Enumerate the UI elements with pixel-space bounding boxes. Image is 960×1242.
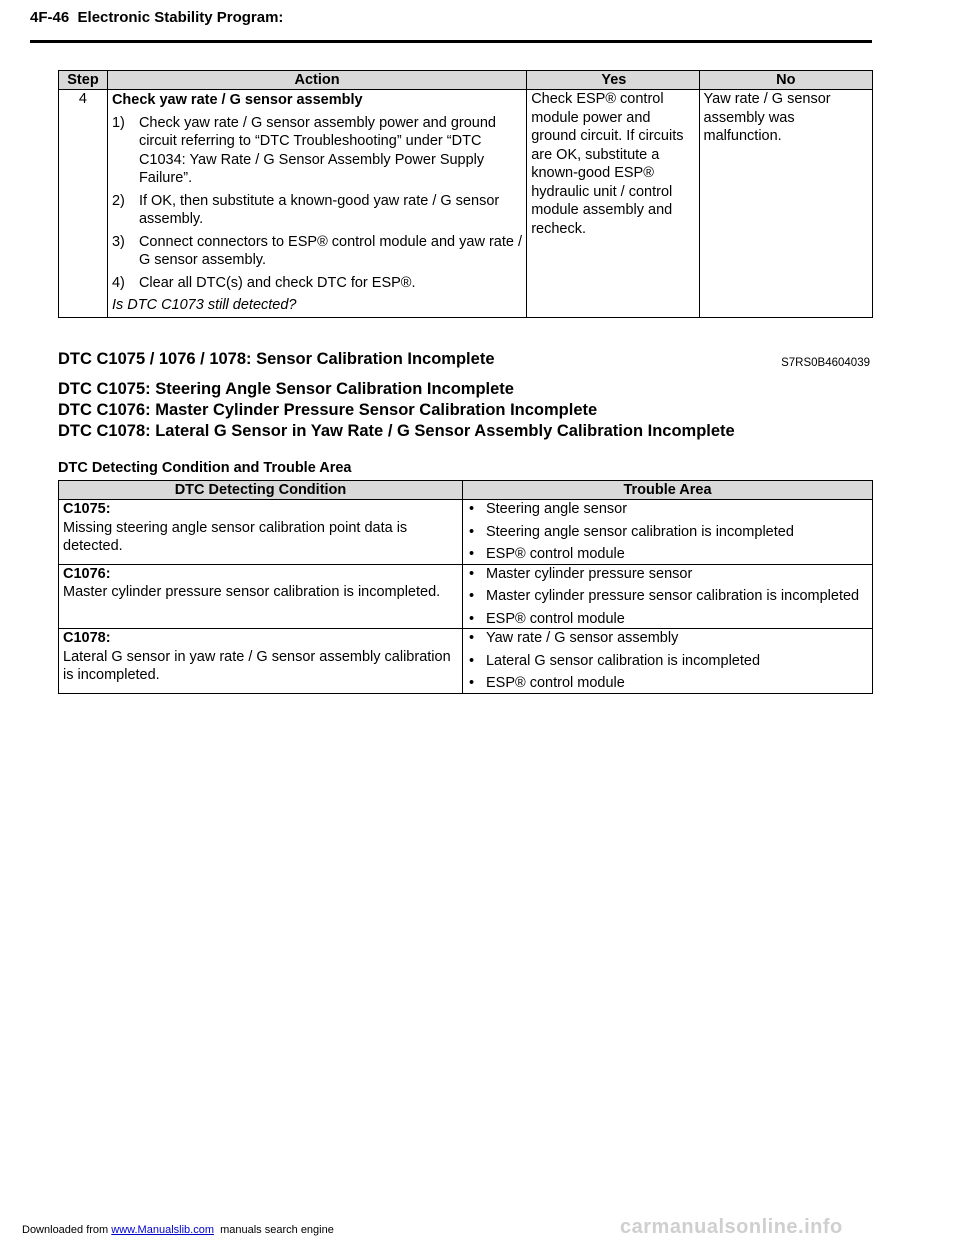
condition-cell — [59, 629, 463, 694]
list-item: • Master cylinder pressure sensor calibration is incompleted — [467, 587, 868, 606]
yes-cell: Check ESP® control module power and ground circuit. If circuits are OK, substitute a known-good ESP® hydraulic unit / control module assembly and recheck. — [527, 90, 699, 318]
substep-list — [112, 114, 522, 293]
action-title: Check yaw rate / G sensor assembly — [111, 92, 363, 108]
table-row — [59, 629, 873, 694]
col-trouble-area: Trouble Area — [462, 481, 872, 500]
substep — [112, 192, 522, 229]
question: Is DTC C1073 still detected? — [111, 297, 297, 313]
dtc-code: C1075: — [63, 501, 111, 517]
subtitle: DTC C1078: Lateral G Sensor in Yaw Rate / G Sensor Assembly Calibration Incomplete — [58, 422, 735, 440]
footer-suffix: manuals search engine — [220, 1224, 334, 1236]
subtitle: DTC C1075: Steering Angle Sensor Calibration Incomplete — [58, 380, 514, 398]
col-step: Step — [59, 71, 108, 90]
trouble-area-cell — [462, 629, 872, 694]
substep — [112, 274, 522, 293]
condition-cell — [59, 500, 463, 565]
substep-text: Check yaw rate / G sensor assembly power and ground circuit referring to “DTC Troubleshooting” under “DTC C1034: Yaw Rate / G Sensor Assembly Power Supply Failure”. — [138, 114, 496, 186]
substep-text: Connect connectors to ESP® control module and yaw rate / G sensor assembly. — [138, 233, 522, 268]
col-condition: DTC Detecting Condition — [59, 481, 463, 500]
list-item: • Yaw rate / G sensor assembly — [467, 629, 868, 648]
page-header — [30, 8, 872, 28]
substep-text: If OK, then substitute a known-good yaw rate / G sensor assembly. — [138, 192, 500, 227]
section-title-text: DTC C1075 / 1076 / 1078: Sensor Calibration Incomplete — [58, 350, 495, 368]
subtitle-list — [58, 379, 735, 442]
step-table-header — [59, 71, 873, 90]
dtc-table — [58, 480, 873, 694]
col-no: No — [699, 71, 872, 90]
section-code: S7RS0B4604039 — [781, 357, 870, 369]
substep-number: 3) — [111, 233, 125, 250]
step-table — [58, 70, 873, 318]
page-number: 4F-46 — [30, 9, 70, 26]
footer-prefix: Downloaded from — [22, 1224, 109, 1236]
condition-text: Master cylinder pressure sensor calibration is incompleted. — [63, 584, 441, 600]
step-number: 4 — [59, 90, 108, 318]
table-row — [59, 564, 873, 629]
list-item: • ESP® control module — [467, 545, 868, 564]
header-rule — [30, 40, 872, 43]
substep-text: Clear all DTC(s) and check DTC for ESP®. — [138, 274, 416, 291]
no-cell: Yaw rate / G sensor assembly was malfunction. — [699, 90, 872, 318]
trouble-area-cell — [462, 564, 872, 629]
dtc-code: C1078: — [63, 630, 111, 646]
area-label: DTC Detecting Condition and Trouble Area — [58, 460, 352, 476]
col-action: Action — [107, 71, 526, 90]
trouble-area-list — [467, 565, 868, 629]
page-title: Electronic Stability Program: — [77, 9, 284, 26]
substep-number: 2) — [111, 192, 125, 209]
condition-text: Lateral G sensor in yaw rate / G sensor assembly calibration is incompleted. — [63, 648, 451, 683]
list-item: • ESP® control module — [467, 610, 868, 629]
col-yes: Yes — [527, 71, 699, 90]
substep — [112, 114, 522, 188]
action-cell — [107, 90, 526, 318]
condition-text: Missing steering angle sensor calibration point data is detected. — [63, 519, 408, 554]
trouble-area-list — [467, 629, 868, 693]
table-row — [59, 90, 873, 318]
substep-number: 1) — [111, 114, 125, 131]
download-footer — [22, 1223, 334, 1237]
section-title — [58, 349, 870, 369]
list-item: • Master cylinder pressure sensor — [467, 565, 868, 584]
substep — [112, 233, 522, 270]
dtc-code: C1076: — [63, 565, 111, 582]
subtitle: DTC C1076: Master Cylinder Pressure Sensor Calibration Incomplete — [58, 401, 598, 419]
list-item: • Steering angle sensor — [467, 500, 868, 519]
list-item: • Lateral G sensor calibration is incompleted — [467, 652, 868, 671]
manualslib-link[interactable]: www.Manualslib.com — [111, 1224, 214, 1236]
condition-cell — [59, 564, 463, 629]
dtc-table-header — [59, 481, 873, 500]
list-item: • ESP® control module — [467, 674, 868, 693]
table-row — [59, 500, 873, 565]
trouble-area-cell — [462, 500, 872, 565]
list-item: • Steering angle sensor calibration is incompleted — [467, 523, 868, 542]
trouble-area-list — [467, 500, 868, 564]
watermark: carmanualsonline.info — [620, 1216, 843, 1238]
substep-number: 4) — [111, 274, 125, 291]
